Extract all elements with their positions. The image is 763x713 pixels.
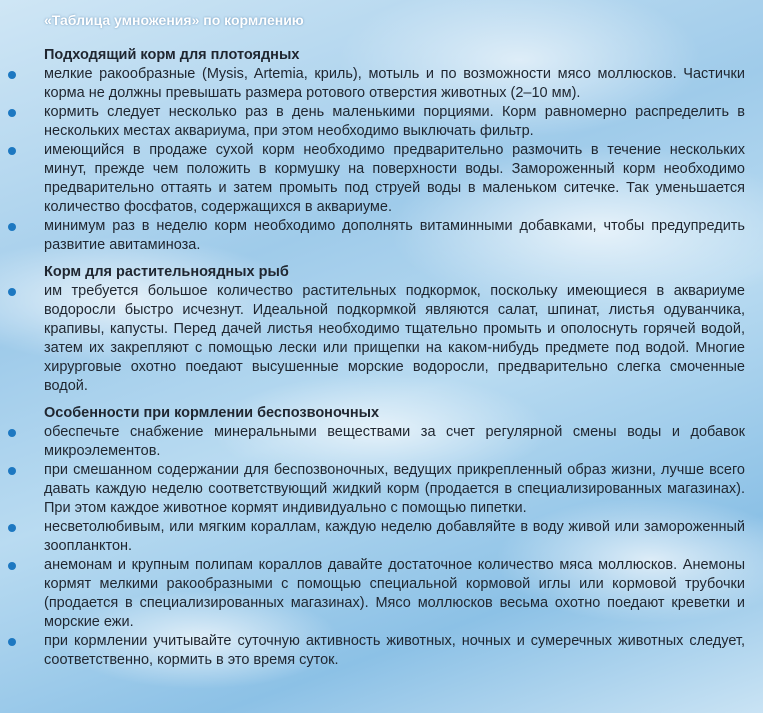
bullet-icon [8,288,16,296]
list-item [44,217,745,255]
item-text: кормить следует несколько раз в день маленькими порциями. Корм равномерно распределить в нескольких местах аквариума, при этом необходимо выключать фильтр. [44,104,745,139]
bullet-icon [8,524,16,532]
bullet-icon [8,562,16,570]
item-text: несветолюбивым, или мягким кораллам, каждую неделю добавляйте в воду живой или замороженный зоопланктон. [44,519,745,554]
item-text: им требуется большое количество растительных подкормок, поскольку имеющиеся в аквариуме водоросли быстро исчезнут. Идеальной подкормкой являются салат, шпинат, листья одуванчика, крапивы, капусты. Перед дачей листья необходимо тщательно промыть и ополоснуть горячей водой, затем их закрепляют с помощью лески или прищепки на каком-нибудь предмете под водой. Многие хирурговые охотно поедают высушенные морские водоросли, предварительно слегка смоченные водой. [44,283,745,394]
item-text: при смешанном содержании для беспозвоночных, ведущих прикрепленный образ жизни, лучше всего давать каждую неделю соответствующий жидкий корм (продается в специализированных магазинах). При этом каждое животное кормят индивидуально с помощью пипетки. [44,462,745,516]
bullet-icon [8,467,16,475]
list-item [44,556,745,632]
page-title: «Таблица умножения» по кормлению [44,12,304,28]
bullet-icon [8,429,16,437]
bullet-icon [8,109,16,117]
bullet-icon [8,147,16,155]
list-item [44,103,745,141]
section-title: Особенности при кормлении беспозвоночных [44,405,380,421]
list-item [44,632,745,670]
section-carnivores [0,46,763,255]
section-title: Корм для растительноядных рыб [44,264,289,280]
item-list [0,282,763,396]
list-item [44,518,745,556]
section-herbivores [0,263,763,396]
list-item [44,461,745,518]
item-text: минимум раз в неделю корм необходимо дополнять витаминными добавками, чтобы предупредить развитие авитаминоза. [44,218,745,253]
list-item [44,141,745,217]
item-list [0,65,763,255]
item-text: при кормлении учитывайте суточную активность животных, ночных и сумеречных животных следует, соответственно, кормить в это время суток. [44,633,745,668]
list-item [44,282,745,396]
section-invertebrates [0,404,763,670]
item-text: мелкие ракообразные (Mysis, Artemia, криль), мотыль и по возможности мясо моллюсков. Частички корма не должны превышать размера ротового отверстия животных (2–10 мм). [44,66,745,101]
item-text: имеющийся в продаже сухой корм необходимо предварительно размочить в течение нескольких минут, прежде чем положить в кормушку на поверхности воды. Замороженный корм необходимо предварительно оттаять и затем промыть под струей воды в маленьком ситечке. Так уменьшается количество фосфатов, содержащихся в аквариуме. [44,142,745,215]
bullet-icon [8,638,16,646]
list-item [44,65,745,103]
bullet-icon [8,223,16,231]
item-text: обеспечьте снабжение минеральными веществами за счет регулярной смены воды и добавок микроэлементов. [44,424,745,459]
item-list [0,423,763,670]
content [0,46,763,678]
section-title: Подходящий корм для плотоядных [44,47,300,63]
list-item [44,423,745,461]
bullet-icon [8,71,16,79]
item-text: анемонам и крупным полипам кораллов давайте достаточное количество мяса моллюсков. Анемоны кормят мелкими ракообразными с помощью специальной кормовой иглы или кормовой трубочки (продается в специализированных магазинах). Мясо моллюсков весьма охотно поедают креветки и морские ежи. [44,557,745,630]
